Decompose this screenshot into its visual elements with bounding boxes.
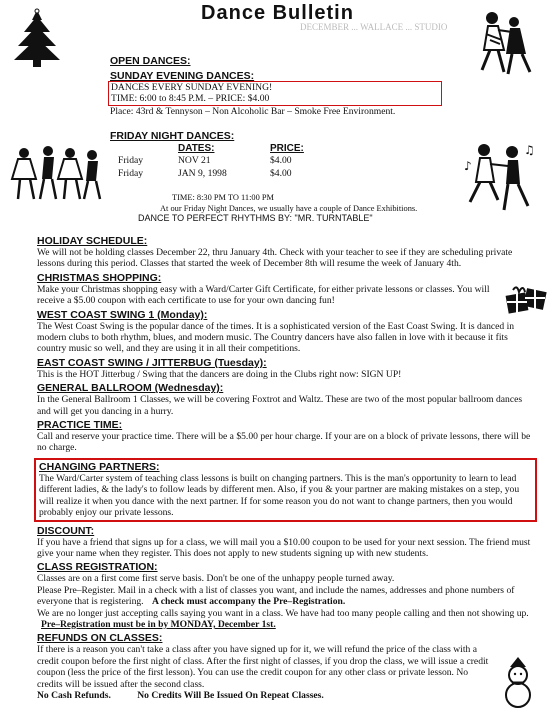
page-title: Dance Bulletin [201, 2, 354, 24]
ballroom-header: GENERAL BALLROOM (Wednesday): [37, 382, 224, 395]
bulletin-body [37, 235, 537, 701]
registration-body1: Classes are on a first come first serve basis. Don't be one of the unhappy people turned away. [37, 573, 395, 585]
svg-text:♫: ♫ [524, 143, 535, 157]
friday-header: FRIDAY NIGHT DANCES: [110, 130, 235, 142]
christmas-tree-icon [12, 8, 62, 68]
practice-header: PRACTICE TIME: [37, 419, 123, 432]
holiday-header: HOLIDAY SCHEDULE: [37, 235, 148, 247]
discount-body: If you have a friend that signs up for a class, we will mail you a $10.00 coupon to be used for your next session. The friend must give your name when they register. This does not apply to new students signing up with new students. [37, 536, 531, 559]
refunds-bold1: No Cash Refunds. [37, 689, 111, 701]
refunds-bold2: No Credits Will Be Issued On Repeat Classes. [137, 689, 324, 701]
friday-day: Friday [118, 155, 144, 166]
table-row [118, 154, 314, 167]
friday-table [118, 143, 314, 180]
dancing-couple-icon [470, 10, 540, 80]
registration-header: CLASS REGISTRATION: [37, 561, 158, 574]
table-row [118, 167, 314, 180]
sunday-header: SUNDAY EVENING DANCES: [110, 70, 255, 82]
eastcoast-body: This is the HOT Jitterbug / Swing that the dancers are doing in the Clubs right now: SIGN UP! [37, 368, 402, 380]
sunday-line1: DANCES EVERY SUNDAY EVENING! [111, 82, 273, 93]
registration-body2: Please Pre–Register. Mail in a check with a list of classes you want, and include the names, addresses and phone numbers of everyone that is registering. [37, 584, 515, 608]
partners-body: The Ward/Carter system of teaching class lessons is built on changing partners. This is the man's opportunity to learn to lead different ladies, & the lady's to follow leads by different men. Also, if you & your partner are making mistakes on a step, you will realize it when you dance with the next partner. If for some reason you do not want to change partners, then you would probably enjoy our private lessons. [39, 472, 520, 519]
discount-header: DISCOUNT: [37, 524, 95, 537]
friday-price: $4.00 [270, 168, 292, 179]
friday-col-price: PRICE: [270, 143, 304, 154]
svg-text:♪: ♪ [464, 159, 472, 173]
jitterbug-dancers-icon [460, 140, 540, 220]
westcoast-body: The West Coast Swing is the popular dance of the times. It is a sophisticated version of the East Coast Swing. It is danced in modern clubs to both rhythm, blues, and modern music. The Country dancers have also fallen in love with it because it fits country music so well, and they are using it in all their competitions. [37, 320, 515, 355]
gift-boxes-icon [505, 282, 549, 316]
registration-body2-wrap [37, 585, 537, 608]
friday-day: Friday [118, 168, 144, 179]
friday-note: At our Friday Night Dances, we usually have a couple of Dance Exhibitions. [160, 204, 418, 213]
friday-time: TIME: 8:30 PM TO 11:00 PM [172, 193, 274, 202]
partners-header: CHANGING PARTNERS: [39, 460, 160, 473]
ballroom-body: In the General Ballroom 1 Classes, we will be covering Foxtrot and Waltz. These are two of the most popular ballroom dances and will get you dancing in a hurry. [37, 394, 523, 417]
snowman-icon [498, 655, 538, 710]
friday-date: JAN 9, 1998 [178, 168, 227, 179]
holiday-body: We will not be holding classes December 22, thru January 4th. Check with your teacher to see if they are scheduling private lessons during this period. Classes that started the week of December 8th will resume the week of January 4th. [37, 247, 513, 270]
sunday-line2: TIME: 6:00 to 8:45 P.M. – PRICE: $4.00 [111, 93, 270, 105]
registration-bold1: A check must accompany the Pre–Registration. [151, 596, 346, 608]
sunday-highlight-box [108, 81, 442, 106]
friday-music: DANCE TO PERFECT RHYTHMS BY: "MR. TURNTABLE" [138, 213, 373, 223]
dancers-group-icon [8, 143, 108, 203]
registration-bold2: Pre–Registration must be in by MONDAY, December 1st. [41, 618, 276, 630]
bleed-through-text: DECEMBER ... WALLACE ... STUDIO [300, 22, 448, 32]
friday-date: NOV 21 [178, 155, 211, 166]
christmas-header: CHRISTMAS SHOPPING: [37, 271, 162, 284]
registration-body3: We are no longer just accepting calls saying you want in a class. We have had too many people calling and then not showing up. [37, 607, 529, 619]
westcoast-header: WEST COAST SWING 1 (Monday): [37, 308, 208, 321]
friday-col-dates: DATES: [178, 143, 215, 154]
refunds-bold-line [37, 690, 537, 701]
sunday-line3: Place: 43rd & Tennyson – Non Alcoholic Bar – Smoke Free Environment. [110, 106, 396, 117]
friday-price: $4.00 [270, 155, 292, 166]
eastcoast-header: EAST COAST SWING / JITTERBUG (Tuesday): [37, 356, 267, 369]
refunds-body: If there is a reason you can't take a class after you have signed up for it, we will refund the price of the class with a credit coupon before the first night of class. After the first night of classes, if you drop the class, we will issue a credit coupon (less the price of the first lesson). You can use the credit coupon for any other class or private lesson. No credits will be issued after the second class. [37, 644, 489, 690]
practice-body: Call and reserve your practice time. There will be a $5.00 per hour charge. If your are on a block of private lessons, there will be no charge. [37, 431, 531, 454]
registration-body3-wrap [37, 608, 537, 631]
christmas-body: Make your Christmas shopping easy with a Ward/Carter Gift Certificate, for either private lessons or classes. You will receive a $5.00 coupon with each certificate to use for your own dancing fun! [37, 283, 490, 307]
open-dances-header: OPEN DANCES: [110, 55, 191, 67]
changing-partners-highlight [34, 458, 537, 522]
refunds-header: REFUNDS ON CLASSES: [37, 632, 163, 645]
